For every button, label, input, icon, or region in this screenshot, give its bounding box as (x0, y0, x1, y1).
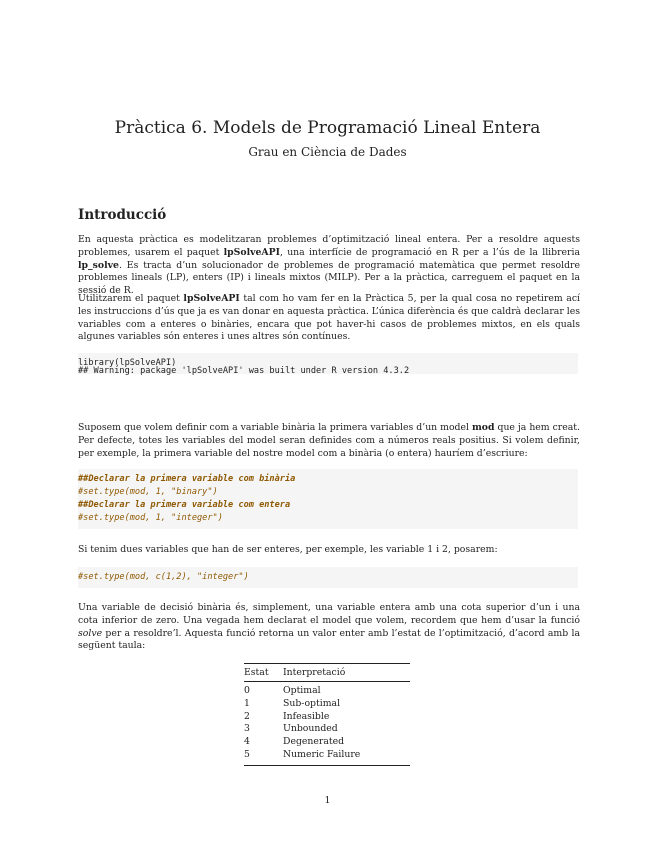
status-meaning: Unbounded (283, 723, 338, 735)
status-meaning: Sub-optimal (283, 697, 341, 709)
text-run: Una variable de decisió binària és, simplement, una variable entera amb una cota superior d’un i una cota inferior de zero. Una vegada hem declarat el model que volem, recordem que hem d’usar la funció (78, 602, 580, 626)
table-row (244, 711, 410, 724)
status-meaning: Degenerated (283, 736, 345, 748)
status-code: 5 (244, 749, 283, 765)
table-row (244, 749, 410, 765)
status-code: 0 (244, 685, 250, 696)
table-row (244, 736, 410, 749)
status-code: 3 (244, 723, 250, 735)
library-name: lp_solve (78, 259, 119, 271)
section-heading: Introducció (78, 207, 167, 223)
status-meaning: Numeric Failure (283, 749, 410, 765)
document-title: Pràctica 6. Models de Programació Lineal Entera (114, 118, 541, 138)
text-run: Utilitzarem el paquet (78, 293, 184, 304)
text-run: que ja hem creat. Per defecte, totes les variables del model seran definides com a números reals positius. Si volem definir, per exemple, la primera variable del nostre model com a binària (o entera) hauríem d’escriure: (78, 422, 580, 459)
code-line: ##Declarar la primera variable com binària (78, 474, 296, 484)
page-number: 1 (324, 795, 331, 806)
model-name: mod (471, 422, 495, 433)
paragraph-5 (78, 602, 580, 653)
paragraph-3 (78, 422, 580, 460)
code-line: #set.type(mod, c(1,2), "integer") (78, 572, 249, 582)
code-block-set-type (78, 469, 578, 529)
code-block-integer (78, 567, 578, 588)
status-meaning: Infeasible (283, 710, 330, 722)
column-header-estat: Estat (244, 664, 283, 682)
status-code: 1 (244, 697, 250, 709)
column-header-interpretacio: Interpretació (283, 664, 410, 682)
status-meaning: Optimal (283, 685, 321, 696)
text-run: tal com ho vam fer en la Pràctica 5, per la qual cosa no repetirem ací les instruccions d’ús que ja es van donar en aquesta pràctica. L’única diferència és que caldrà declarar les variables com a enteres o binàries, encara que pot haver-hi casos de problemes mixtos, en els quals algunes variables són enteres i unes altres són contínues. (78, 293, 580, 343)
package-name: lpSolveAPI (223, 246, 280, 258)
status-table (244, 663, 410, 766)
status-code: 4 (244, 736, 250, 748)
paragraph-4: Si tenim dues variables que han de ser enteres, per exemple, les variable 1 i 2, posarem: (78, 544, 498, 555)
paragraph-1 (78, 234, 580, 298)
table-row (244, 682, 410, 698)
code-line: #set.type(mod, 1, "integer") (78, 513, 223, 523)
code-line: library(lpSolveAPI) (78, 358, 177, 368)
code-line: #set.type(mod, 1, "binary") (78, 487, 218, 497)
text-run: , una interfície de programació en R per a l’ús de la llibreria (280, 246, 580, 258)
package-name: lpSolveAPI (183, 293, 240, 304)
table-header-row (244, 664, 410, 682)
text-run: per a resoldre’l. Aquesta funció retorna un valor enter amb l’estat de l’optimització, d’acord amb la següent taula: (78, 627, 580, 652)
document-subtitle: Grau en Ciència de Dades (248, 145, 407, 159)
code-output-warning: ## Warning: package 'lpSolveAPI' was built under R version 4.3.2 (78, 366, 410, 376)
table-row (244, 698, 410, 711)
text-run: Suposem que volem definir com a variable binària la primera variables d’un model (78, 422, 472, 433)
text-run: En aquesta pràctica es modelitzaran problemes d’optimització lineal entera. Per a resoldre aquests problemes, usarem el paquet (78, 234, 580, 258)
table-row (244, 723, 410, 736)
paragraph-2 (78, 293, 580, 344)
text-run: . Es tracta d’un solucionador de problemes de programació matemàtica que permet resoldre problemes lineals (LP), enters (IP) i lineals mixtos (MILP). Per a la pràctica, carreguem el paquet en la sessió de R. (78, 259, 580, 297)
function-name: solve (78, 627, 103, 639)
status-code: 2 (244, 710, 250, 722)
code-line: ##Declarar la primera variable com entera (78, 500, 291, 510)
